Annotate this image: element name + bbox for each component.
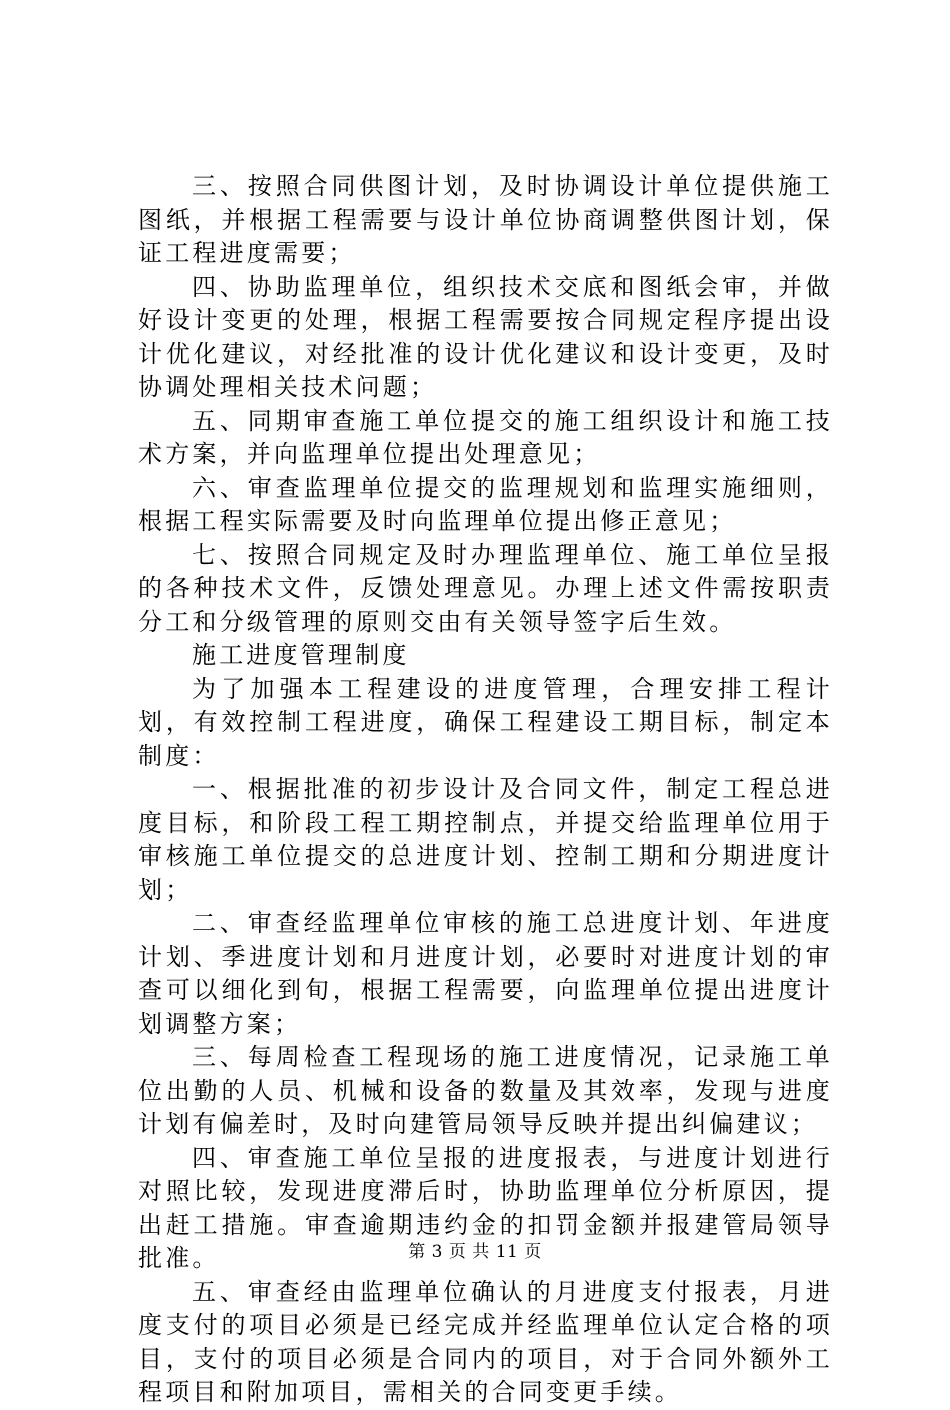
paragraph-supply-drawings: 三、按照合同供图计划，及时协调设计单位提供施工图纸，并根据工程需要与设计单位协商调整供图计划，保证工程进度需要； bbox=[138, 172, 833, 267]
paragraph-schedule-target: 一、根据批准的初步设计及合同文件，制定工程总进度目标，和阶段工程工期控制点，并提交给监理单位用于审核施工单位提交的总进度计划、控制工期和分期进度计划； bbox=[138, 775, 833, 904]
paragraph-review-schedule-plans: 二、审查经监理单位审核的施工总进度计划、年进度计划、季进度计划和月进度计划，必要时对进度计划的审查可以细化到旬，根据工程需要，向监理单位提出进度计划调整方案； bbox=[138, 909, 833, 1038]
paragraph-review-construction-design: 五、同期审查施工单位提交的施工组织设计和施工技术方案，并向监理单位提出处理意见； bbox=[138, 406, 833, 468]
section-heading-schedule-management: 施工进度管理制度 bbox=[192, 641, 410, 669]
paragraph-technical-briefing: 四、协助监理单位，组织技术交底和图纸会审，并做好设计变更的处理，根据工程需要按合同规定程序提出设计优化建议，对经批准的设计优化建议和设计变更，及时协调处理相关技术问题； bbox=[138, 272, 833, 401]
document-body bbox=[138, 170, 833, 1410]
page-number-footer: 第 3 页 共 11 页 bbox=[408, 1242, 542, 1262]
paragraph-weekly-inspection: 三、每周检查工程现场的施工进度情况，记录施工单位出勤的人员、机械和设备的数量及其效率，发现与进度计划有偏差时，及时向建管局领导反映并提出纠偏建议； bbox=[138, 1043, 833, 1138]
paragraph-progress-reports: 四、审查施工单位呈报的进度报表，与进度计划进行对照比较，发现进度滞后时，协助监理单位分析原因，提出赶工措施。审查逾期违约金的扣罚金额并报建管局领导批准。 bbox=[138, 1143, 833, 1272]
paragraph-review-supervision-plan: 六、审查监理单位提交的监理规划和监理实施细则，根据工程实际需要及时向监理单位提出修正意见； bbox=[138, 473, 833, 535]
paragraph-schedule-intro: 为了加强本工程建设的进度管理，合理安排工程计划，有效控制工程进度，确保工程建设工期目标，制定本制度： bbox=[138, 674, 833, 770]
paragraph-handle-technical-documents: 七、按照合同规定及时办理监理单位、施工单位呈报的各种技术文件，反馈处理意见。办理上述文件需按职责分工和分级管理的原则交由有关领导签字后生效。 bbox=[138, 540, 833, 636]
paragraph-monthly-payment: 五、审查经由监理单位确认的月进度支付报表，月进度支付的项目必须是已经完成并经监理单位认定合格的项目，支付的项目必须是合同内的项目，对于合同外额外工程项目和附加项目，需相关的合同变更手续。 bbox=[138, 1277, 833, 1406]
